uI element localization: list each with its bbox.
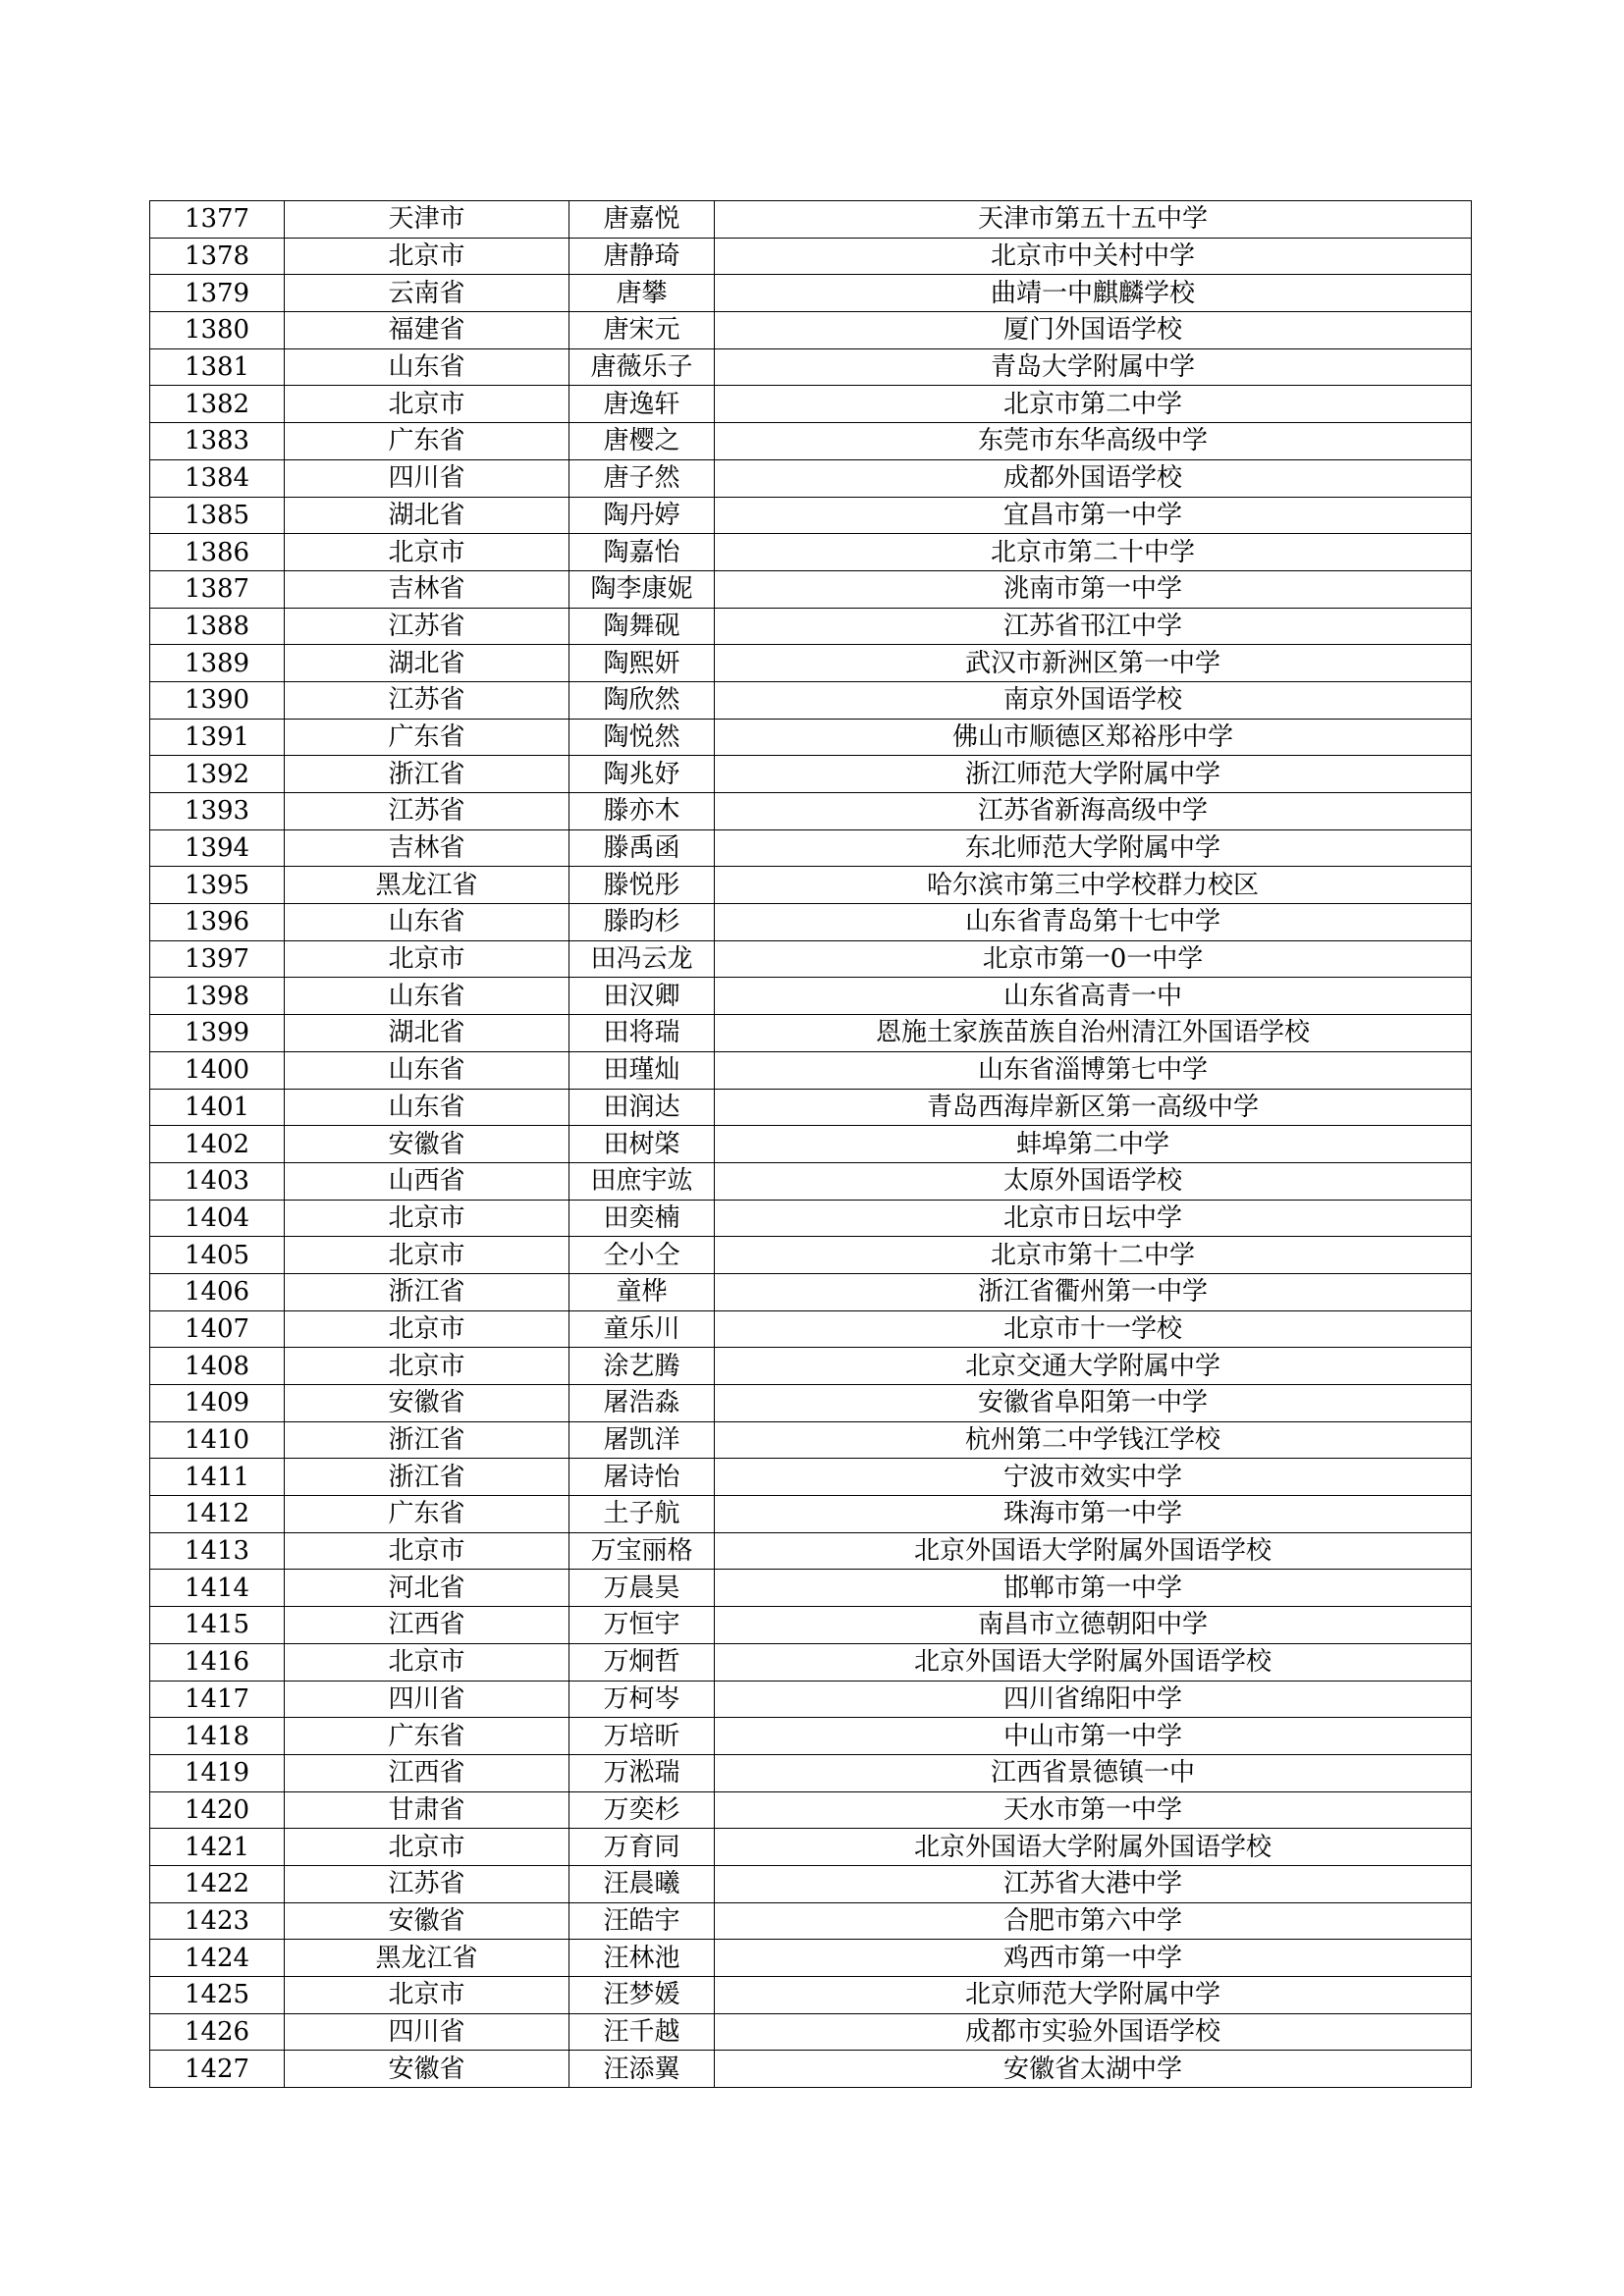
table-row [150,645,1472,682]
province-cell: 江苏省 [285,608,569,645]
row-number-cell: 1419 [150,1754,285,1791]
student-name-cell: 万奕杉 [569,1791,715,1829]
table-row [150,978,1472,1015]
student-name-cell: 童桦 [569,1273,715,1310]
table-row [150,1902,1472,1940]
row-number-cell: 1388 [150,608,285,645]
row-number-cell: 1426 [150,2013,285,2051]
student-name-cell: 汪千越 [569,2013,715,2051]
province-cell: 北京市 [285,1977,569,2014]
student-name-cell: 唐子然 [569,459,715,497]
school-cell: 北京外国语大学附属外国语学校 [715,1829,1472,1866]
student-name-cell: 田润达 [569,1089,715,1126]
school-cell: 宜昌市第一中学 [715,497,1472,534]
school-cell: 北京交通大学附属中学 [715,1348,1472,1385]
province-cell: 河北省 [285,1570,569,1607]
school-cell: 东北师范大学附属中学 [715,829,1472,867]
province-cell: 江西省 [285,1607,569,1644]
row-number-cell: 1395 [150,867,285,904]
province-cell: 山东省 [285,978,569,1015]
school-cell: 北京市第一0一中学 [715,940,1472,978]
province-cell: 浙江省 [285,1459,569,1496]
row-number-cell: 1412 [150,1496,285,1533]
student-name-cell: 唐薇乐子 [569,348,715,386]
province-cell: 云南省 [285,275,569,312]
school-cell: 江苏省大港中学 [715,1865,1472,1902]
province-cell: 江西省 [285,1754,569,1791]
province-cell: 安徽省 [285,1385,569,1422]
table-row [150,1791,1472,1829]
row-number-cell: 1408 [150,1348,285,1385]
row-number-cell: 1404 [150,1200,285,1237]
row-number-cell: 1425 [150,1977,285,2014]
student-name-cell: 田瑾灿 [569,1051,715,1089]
table-row [150,904,1472,941]
school-cell: 青岛大学附属中学 [715,348,1472,386]
student-name-cell: 陶悦然 [569,719,715,756]
table-row [150,608,1472,645]
row-number-cell: 1389 [150,645,285,682]
province-cell: 安徽省 [285,1126,569,1163]
school-cell: 北京师范大学附属中学 [715,1977,1472,2014]
row-number-cell: 1379 [150,275,285,312]
table-row [150,1532,1472,1570]
province-cell: 北京市 [285,940,569,978]
table-row [150,1496,1472,1533]
table-row [150,829,1472,867]
province-cell: 广东省 [285,1496,569,1533]
student-name-cell: 滕悦彤 [569,867,715,904]
school-cell: 宁波市效实中学 [715,1459,1472,1496]
school-cell: 天津市第五十五中学 [715,201,1472,239]
province-cell: 北京市 [285,1200,569,1237]
row-number-cell: 1405 [150,1237,285,1274]
school-cell: 成都外国语学校 [715,459,1472,497]
student-name-cell: 屠诗怡 [569,1459,715,1496]
school-cell: 东莞市东华高级中学 [715,423,1472,460]
student-name-cell: 童乐川 [569,1310,715,1348]
row-number-cell: 1424 [150,1940,285,1977]
student-name-cell: 汪皓宇 [569,1902,715,1940]
table-row [150,1459,1472,1496]
table-row [150,201,1472,239]
province-cell: 安徽省 [285,1902,569,1940]
school-cell: 合肥市第六中学 [715,1902,1472,1940]
student-name-cell: 屠凯洋 [569,1421,715,1459]
student-name-cell: 汪梦媛 [569,1977,715,2014]
school-cell: 南昌市立德朝阳中学 [715,1607,1472,1644]
table-row [150,570,1472,608]
school-cell: 山东省高青一中 [715,978,1472,1015]
school-cell: 江西省景德镇一中 [715,1754,1472,1791]
student-name-cell: 田将瑞 [569,1015,715,1052]
province-cell: 北京市 [285,1829,569,1866]
school-cell: 珠海市第一中学 [715,1496,1472,1533]
student-name-cell: 万育同 [569,1829,715,1866]
student-name-cell: 田树棨 [569,1126,715,1163]
row-number-cell: 1377 [150,201,285,239]
student-name-cell: 土子航 [569,1496,715,1533]
row-number-cell: 1418 [150,1718,285,1755]
student-name-cell: 陶欣然 [569,681,715,719]
province-cell: 江苏省 [285,1865,569,1902]
table-row [150,940,1472,978]
province-cell: 北京市 [285,386,569,423]
province-cell: 广东省 [285,719,569,756]
school-cell: 鸡西市第一中学 [715,1940,1472,1977]
student-name-cell: 唐嘉悦 [569,201,715,239]
school-cell: 北京市第十二中学 [715,1237,1472,1274]
roster-table [149,200,1472,2088]
school-cell: 恩施土家族苗族自治州清江外国语学校 [715,1015,1472,1052]
row-number-cell: 1393 [150,793,285,830]
table-row [150,459,1472,497]
row-number-cell: 1415 [150,1607,285,1644]
row-number-cell: 1416 [150,1643,285,1681]
row-number-cell: 1401 [150,1089,285,1126]
row-number-cell: 1406 [150,1273,285,1310]
row-number-cell: 1411 [150,1459,285,1496]
table-row [150,1421,1472,1459]
student-name-cell: 田奕楠 [569,1200,715,1237]
row-number-cell: 1422 [150,1865,285,1902]
row-number-cell: 1417 [150,1681,285,1718]
row-number-cell: 1383 [150,423,285,460]
province-cell: 四川省 [285,2013,569,2051]
school-cell: 北京市第二十中学 [715,534,1472,571]
table-row [150,1754,1472,1791]
province-cell: 广东省 [285,1718,569,1755]
row-number-cell: 1397 [150,940,285,978]
row-number-cell: 1387 [150,570,285,608]
province-cell: 山西省 [285,1162,569,1200]
row-number-cell: 1394 [150,829,285,867]
student-name-cell: 陶李康妮 [569,570,715,608]
province-cell: 浙江省 [285,1421,569,1459]
province-cell: 山东省 [285,1089,569,1126]
province-cell: 湖北省 [285,1015,569,1052]
school-cell: 邯郸市第一中学 [715,1570,1472,1607]
table-row [150,1273,1472,1310]
table-row [150,719,1472,756]
row-number-cell: 1410 [150,1421,285,1459]
table-row [150,1200,1472,1237]
student-name-cell: 万晨昊 [569,1570,715,1607]
student-name-cell: 滕禹函 [569,829,715,867]
table-row [150,1865,1472,1902]
student-name-cell: 万恒宇 [569,1607,715,1644]
school-cell: 江苏省邗江中学 [715,608,1472,645]
table-row [150,1940,1472,1977]
row-number-cell: 1390 [150,681,285,719]
row-number-cell: 1421 [150,1829,285,1866]
school-cell: 太原外国语学校 [715,1162,1472,1200]
school-cell: 蚌埠第二中学 [715,1126,1472,1163]
row-number-cell: 1420 [150,1791,285,1829]
table-row [150,1089,1472,1126]
school-cell: 山东省青岛第十七中学 [715,904,1472,941]
row-number-cell: 1413 [150,1532,285,1570]
table-row [150,1015,1472,1052]
table-row [150,312,1472,349]
table-row [150,497,1472,534]
table-row [150,1570,1472,1607]
school-cell: 洮南市第一中学 [715,570,1472,608]
row-number-cell: 1403 [150,1162,285,1200]
province-cell: 江苏省 [285,681,569,719]
school-cell: 哈尔滨市第三中学校群力校区 [715,867,1472,904]
row-number-cell: 1407 [150,1310,285,1348]
school-cell: 山东省淄博第七中学 [715,1051,1472,1089]
student-name-cell: 汪晨曦 [569,1865,715,1902]
student-name-cell: 唐宋元 [569,312,715,349]
table-row [150,867,1472,904]
province-cell: 浙江省 [285,1273,569,1310]
row-number-cell: 1427 [150,2051,285,2088]
student-name-cell: 田冯云龙 [569,940,715,978]
student-name-cell: 唐樱之 [569,423,715,460]
province-cell: 黑龙江省 [285,1940,569,1977]
table-row [150,534,1472,571]
school-cell: 南京外国语学校 [715,681,1472,719]
province-cell: 湖北省 [285,497,569,534]
student-name-cell: 田庶宇竑 [569,1162,715,1200]
table-row [150,1681,1472,1718]
student-name-cell: 滕昀杉 [569,904,715,941]
school-cell: 中山市第一中学 [715,1718,1472,1755]
province-cell: 北京市 [285,534,569,571]
province-cell: 北京市 [285,1310,569,1348]
school-cell: 武汉市新洲区第一中学 [715,645,1472,682]
province-cell: 吉林省 [285,829,569,867]
row-number-cell: 1380 [150,312,285,349]
table-row [150,1829,1472,1866]
school-cell: 北京外国语大学附属外国语学校 [715,1643,1472,1681]
province-cell: 天津市 [285,201,569,239]
province-cell: 广东省 [285,423,569,460]
table-row [150,2051,1472,2088]
row-number-cell: 1402 [150,1126,285,1163]
table-row [150,1126,1472,1163]
table-row [150,1607,1472,1644]
table-row [150,793,1472,830]
province-cell: 北京市 [285,1532,569,1570]
student-name-cell: 唐静琦 [569,238,715,275]
school-cell: 北京市第二中学 [715,386,1472,423]
row-number-cell: 1384 [150,459,285,497]
table-row [150,238,1472,275]
province-cell: 北京市 [285,1348,569,1385]
table-row [150,1051,1472,1089]
table-row [150,1348,1472,1385]
school-cell: 杭州第二中学钱江学校 [715,1421,1472,1459]
school-cell: 佛山市顺德区郑裕彤中学 [715,719,1472,756]
student-name-cell: 陶嘉怡 [569,534,715,571]
province-cell: 黑龙江省 [285,867,569,904]
student-name-cell: 万炯哲 [569,1643,715,1681]
province-cell: 湖北省 [285,645,569,682]
province-cell: 北京市 [285,1237,569,1274]
school-cell: 成都市实验外国语学校 [715,2013,1472,2051]
province-cell: 北京市 [285,238,569,275]
student-name-cell: 田汉卿 [569,978,715,1015]
student-name-cell: 陶丹婷 [569,497,715,534]
table-row [150,756,1472,793]
student-name-cell: 万宝丽格 [569,1532,715,1570]
row-number-cell: 1414 [150,1570,285,1607]
table-row [150,386,1472,423]
province-cell: 四川省 [285,1681,569,1718]
province-cell: 山东省 [285,1051,569,1089]
row-number-cell: 1391 [150,719,285,756]
student-name-cell: 陶兆妤 [569,756,715,793]
student-name-cell: 唐逸轩 [569,386,715,423]
student-name-cell: 唐攀 [569,275,715,312]
school-cell: 青岛西海岸新区第一高级中学 [715,1089,1472,1126]
row-number-cell: 1392 [150,756,285,793]
school-cell: 曲靖一中麒麟学校 [715,275,1472,312]
school-cell: 天水市第一中学 [715,1791,1472,1829]
province-cell: 江苏省 [285,793,569,830]
province-cell: 山东省 [285,348,569,386]
row-number-cell: 1385 [150,497,285,534]
province-cell: 四川省 [285,459,569,497]
row-number-cell: 1382 [150,386,285,423]
school-cell: 安徽省太湖中学 [715,2051,1472,2088]
table-row [150,2013,1472,2051]
table-row [150,1643,1472,1681]
student-name-cell: 万培昕 [569,1718,715,1755]
school-cell: 北京市日坛中学 [715,1200,1472,1237]
row-number-cell: 1381 [150,348,285,386]
province-cell: 山东省 [285,904,569,941]
student-name-cell: 涂艺腾 [569,1348,715,1385]
province-cell: 北京市 [285,1643,569,1681]
table-row [150,1162,1472,1200]
student-name-cell: 陶舞砚 [569,608,715,645]
student-name-cell: 汪添翼 [569,2051,715,2088]
table-row [150,1385,1472,1422]
table-row [150,348,1472,386]
row-number-cell: 1423 [150,1902,285,1940]
student-name-cell: 万淞瑞 [569,1754,715,1791]
table-row [150,275,1472,312]
table-row [150,1237,1472,1274]
row-number-cell: 1398 [150,978,285,1015]
row-number-cell: 1396 [150,904,285,941]
province-cell: 甘肃省 [285,1791,569,1829]
school-cell: 四川省绵阳中学 [715,1681,1472,1718]
school-cell: 安徽省阜阳第一中学 [715,1385,1472,1422]
table-row [150,681,1472,719]
school-cell: 厦门外国语学校 [715,312,1472,349]
roster-body [150,201,1472,2088]
table-row [150,1977,1472,2014]
table-row [150,1718,1472,1755]
row-number-cell: 1400 [150,1051,285,1089]
province-cell: 浙江省 [285,756,569,793]
school-cell: 浙江省衢州第一中学 [715,1273,1472,1310]
province-cell: 吉林省 [285,570,569,608]
table-row [150,1310,1472,1348]
table-row [150,423,1472,460]
school-cell: 北京市十一学校 [715,1310,1472,1348]
row-number-cell: 1409 [150,1385,285,1422]
student-name-cell: 万柯岑 [569,1681,715,1718]
school-cell: 浙江师范大学附属中学 [715,756,1472,793]
school-cell: 北京市中关村中学 [715,238,1472,275]
province-cell: 福建省 [285,312,569,349]
row-number-cell: 1386 [150,534,285,571]
row-number-cell: 1378 [150,238,285,275]
student-name-cell: 屠浩淼 [569,1385,715,1422]
student-name-cell: 陶熙妍 [569,645,715,682]
row-number-cell: 1399 [150,1015,285,1052]
student-name-cell: 汪林池 [569,1940,715,1977]
school-cell: 江苏省新海高级中学 [715,793,1472,830]
student-name-cell: 仝小仝 [569,1237,715,1274]
province-cell: 安徽省 [285,2051,569,2088]
student-name-cell: 滕亦木 [569,793,715,830]
school-cell: 北京外国语大学附属外国语学校 [715,1532,1472,1570]
